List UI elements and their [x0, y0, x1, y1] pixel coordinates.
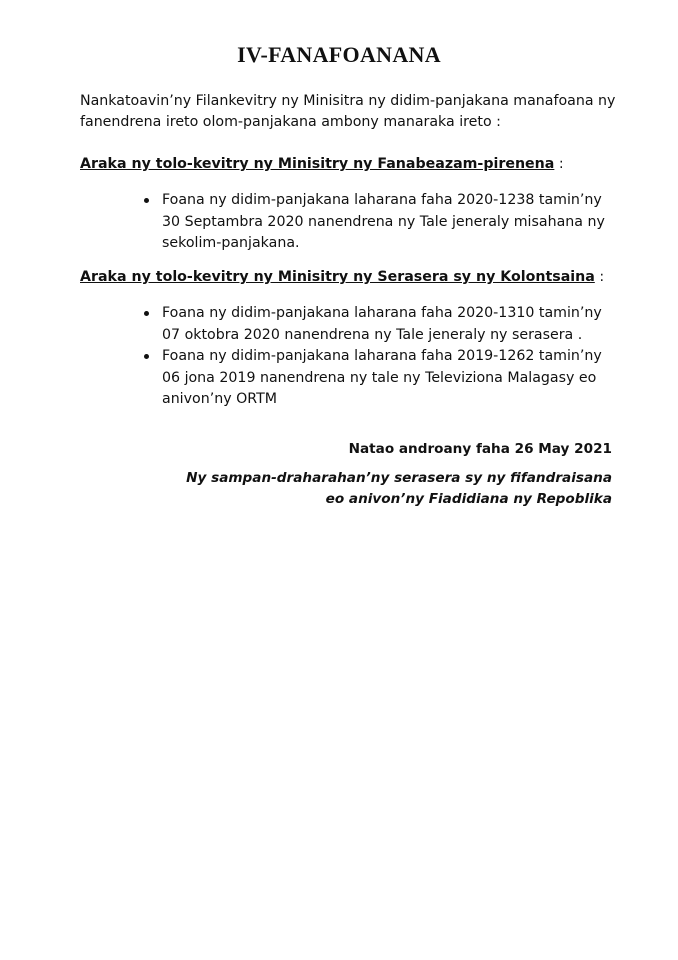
- bullet-dot-icon: [144, 354, 149, 359]
- page-title: IV-FANAFOANANA: [237, 42, 441, 67]
- bullet-list-education: [140, 190, 620, 255]
- bullet-dot-icon: [144, 311, 149, 316]
- list-item: [140, 303, 620, 346]
- list-item-text: Foana ny didim-panjakana laharana faha 2020-1310 tamin’ny 07 oktobra 2020 nanendrena ny Tale jeneraly ny serasera .: [162, 305, 602, 343]
- bullet-dot-icon: [144, 198, 149, 203]
- section-heading-education-suffix: :: [554, 156, 564, 172]
- list-item: [140, 346, 620, 411]
- signature-line-1: Ny sampan-draharahan’ny serasera sy ny fifandraisana: [186, 470, 612, 486]
- list-item-text: Foana ny didim-panjakana laharana faha 2020-1238 tamin’ny 30 Septambra 2020 nanendrena ny Tale jeneraly misahana ny sekolim-panjakana.: [162, 192, 605, 251]
- signature-line-2: eo anivon’ny Fiadidiana ny Repoblika: [325, 491, 612, 507]
- signature-block: [186, 468, 612, 510]
- list-item: [140, 190, 620, 255]
- date-line: Natao androany faha 26 May 2021: [348, 441, 612, 457]
- section-heading-communication-suffix: :: [594, 269, 605, 285]
- section-heading-education-text: Araka ny tolo-kevitry ny Minisitry ny Fanabeazam-pirenena: [80, 156, 555, 172]
- section-heading-communication-text: Araka ny tolo-kevitry ny Minisitry ny Serasera sy ny Kolontsaina: [80, 269, 595, 285]
- bullet-list-communication: [140, 303, 620, 411]
- section-heading-communication: [80, 267, 640, 288]
- section-heading-education: [80, 154, 640, 175]
- list-item-text: Foana ny didim-panjakana laharana faha 2019-1262 tamin’ny 06 jona 2019 nanendrena ny tale ny Televiziona Malagasy eo anivon’ny ORTM: [162, 348, 602, 407]
- intro-paragraph: Nankatoavin’ny Filankevitry ny Minisitra ny didim-panjakana manafoana ny fanendrena ireto olom-panjakana ambony manaraka ireto :: [80, 93, 616, 130]
